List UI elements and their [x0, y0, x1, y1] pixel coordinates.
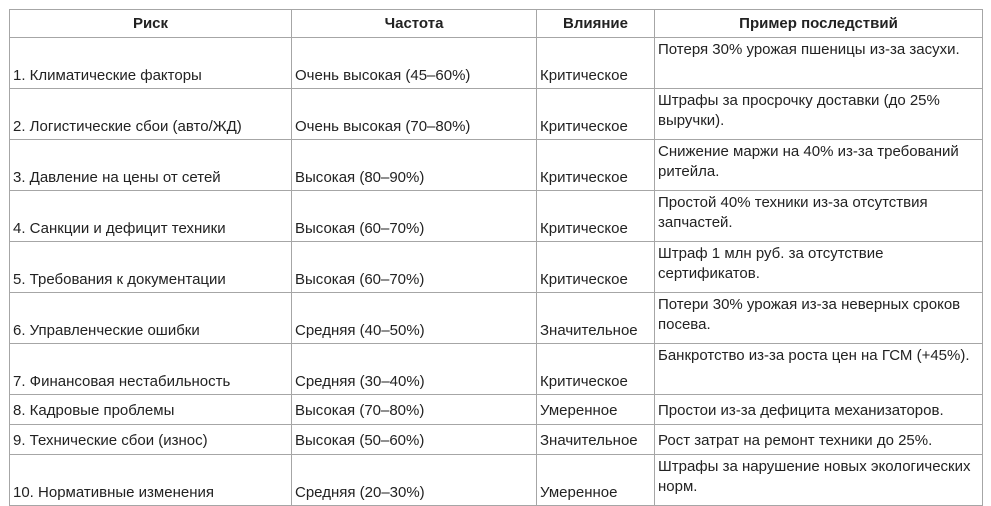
- header-example: Пример последствий: [655, 10, 983, 38]
- cell-frequency: Высокая (60–70%): [292, 242, 537, 293]
- cell-frequency: Очень высокая (45–60%): [292, 38, 537, 89]
- cell-impact: Критическое: [537, 140, 655, 191]
- cell-impact: Критическое: [537, 89, 655, 140]
- cell-risk: 2. Логистические сбои (авто/ЖД): [10, 89, 292, 140]
- header-risk: Риск: [10, 10, 292, 38]
- table-row: [10, 242, 983, 293]
- cell-frequency: Средняя (20–30%): [292, 455, 537, 506]
- cell-risk: 1. Климатические факторы: [10, 38, 292, 89]
- cell-example: Потери 30% урожая из-за неверных сроков посева.: [655, 293, 983, 344]
- table-row: [10, 395, 983, 425]
- cell-risk: 9. Технические сбои (износ): [10, 425, 292, 455]
- cell-risk: 7. Финансовая нестабильность: [10, 344, 292, 395]
- cell-example: Потеря 30% урожая пшеницы из-за засухи.: [655, 38, 983, 89]
- header-frequency: Частота: [292, 10, 537, 38]
- cell-example: Снижение маржи на 40% из-за требований ритейла.: [655, 140, 983, 191]
- header-impact: Влияние: [537, 10, 655, 38]
- table-row: [10, 140, 983, 191]
- cell-frequency: Высокая (70–80%): [292, 395, 537, 425]
- table-header-row: [10, 10, 983, 38]
- cell-example: Штрафы за просрочку доставки (до 25% выручки).: [655, 89, 983, 140]
- cell-example: Банкротство из-за роста цен на ГСМ (+45%).: [655, 344, 983, 395]
- table-row: [10, 89, 983, 140]
- cell-frequency: Средняя (40–50%): [292, 293, 537, 344]
- table-row: [10, 425, 983, 455]
- table-row: [10, 293, 983, 344]
- cell-risk: 6. Управленческие ошибки: [10, 293, 292, 344]
- cell-impact: Умеренное: [537, 455, 655, 506]
- cell-risk: 4. Санкции и дефицит техники: [10, 191, 292, 242]
- cell-impact: Критическое: [537, 242, 655, 293]
- cell-example: Штраф 1 млн руб. за отсутствие сертификатов.: [655, 242, 983, 293]
- cell-example: Рост затрат на ремонт техники до 25%.: [655, 425, 983, 455]
- cell-frequency: Высокая (80–90%): [292, 140, 537, 191]
- cell-risk: 5. Требования к документации: [10, 242, 292, 293]
- cell-impact: Критическое: [537, 38, 655, 89]
- cell-impact: Значительное: [537, 425, 655, 455]
- cell-risk: 3. Давление на цены от сетей: [10, 140, 292, 191]
- cell-risk: 8. Кадровые проблемы: [10, 395, 292, 425]
- cell-frequency: Высокая (60–70%): [292, 191, 537, 242]
- risk-table: [9, 9, 983, 506]
- table-row: [10, 191, 983, 242]
- cell-frequency: Высокая (50–60%): [292, 425, 537, 455]
- table-row: [10, 455, 983, 506]
- table-row: [10, 38, 983, 89]
- cell-risk: 10. Нормативные изменения: [10, 455, 292, 506]
- table-row: [10, 344, 983, 395]
- cell-impact: Умеренное: [537, 395, 655, 425]
- cell-example: Штрафы за нарушение новых экологических норм.: [655, 455, 983, 506]
- cell-frequency: Очень высокая (70–80%): [292, 89, 537, 140]
- cell-frequency: Средняя (30–40%): [292, 344, 537, 395]
- cell-impact: Значительное: [537, 293, 655, 344]
- cell-example: Простой 40% техники из-за отсутствия запчастей.: [655, 191, 983, 242]
- cell-impact: Критическое: [537, 191, 655, 242]
- cell-impact: Критическое: [537, 344, 655, 395]
- cell-example: Простои из-за дефицита механизаторов.: [655, 395, 983, 425]
